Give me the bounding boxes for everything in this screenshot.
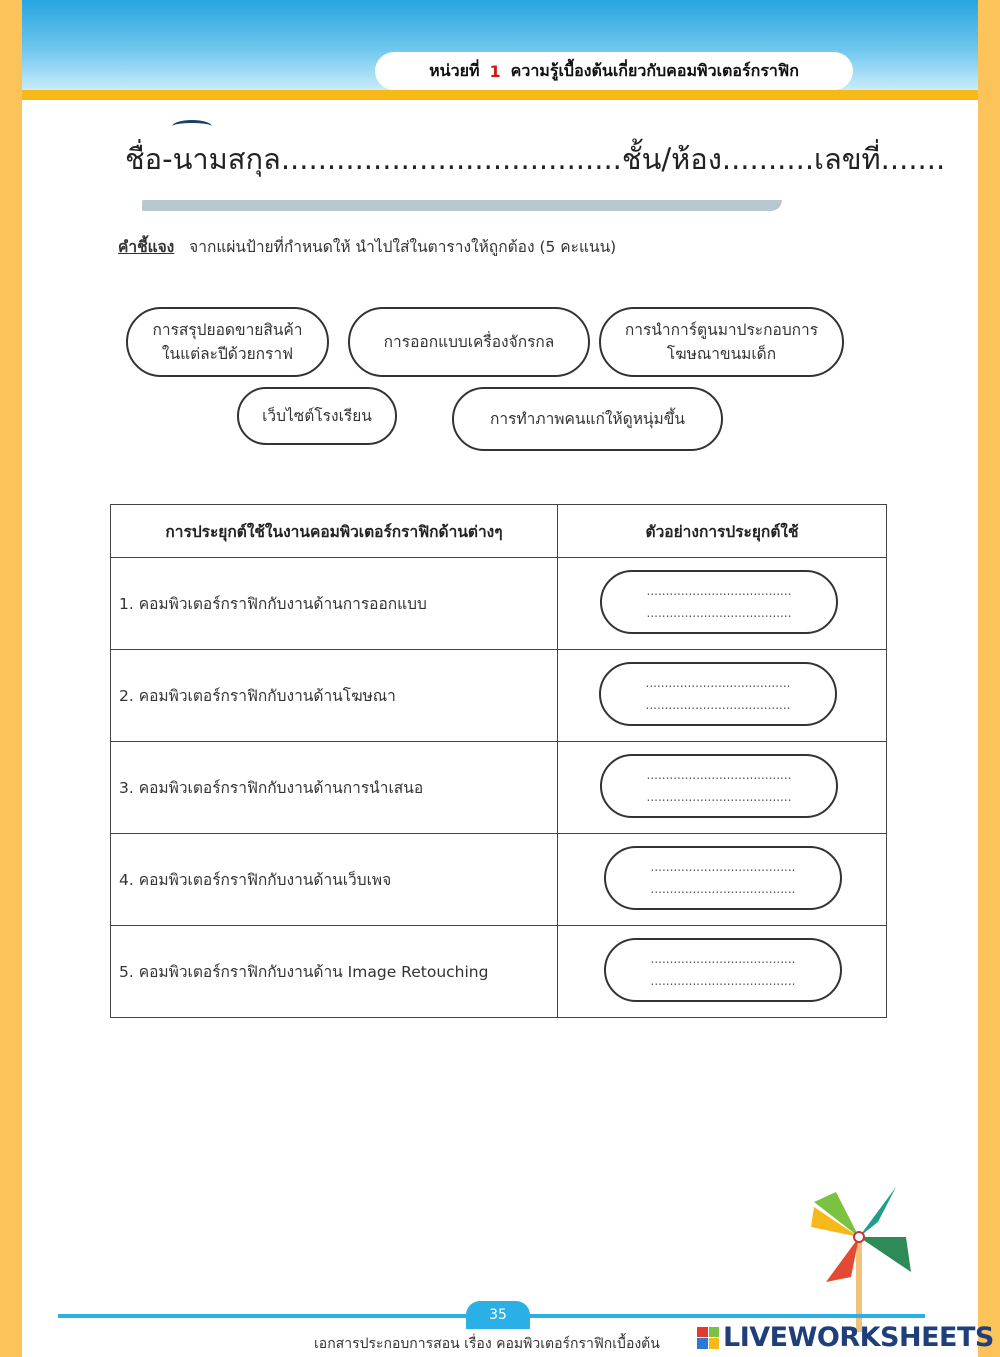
table-row [111, 742, 887, 834]
liveworksheets-wordmark: LIVEWORKSHEETS [723, 1322, 994, 1353]
unit-number: 1 [489, 61, 501, 81]
row-label: 2. คอมพิวเตอร์กราฟิกกับงานด้านโฆษณา [111, 650, 558, 742]
pinwheel-icon [806, 1182, 916, 1332]
answer-drop-zone-1[interactable]: ...................................... ...................................... [600, 570, 838, 634]
unit-label: หน่วยที่ [429, 60, 480, 80]
header-stripe [22, 90, 978, 100]
liveworksheets-logo [697, 1322, 994, 1353]
chip-cartoon-ad[interactable]: การนำการ์ตูนมาประกอบการ โฆษณาขนมเด็ก [599, 307, 844, 377]
answer-drop-zone-2[interactable]: ...................................... ...................................... [599, 662, 837, 726]
table-row [111, 834, 887, 926]
chip-school-website[interactable]: เว็บไซต์โรงเรียน [237, 387, 397, 445]
unit-header [375, 52, 853, 90]
answer-drop-zone-5[interactable]: ...................................... ...................................... [604, 938, 842, 1002]
table-row [111, 558, 887, 650]
column-header-example: ตัวอย่างการประยุกต์ใช้ [558, 505, 887, 558]
instruction [118, 234, 616, 259]
chip-machine-design[interactable]: การออกแบบเครื่องจักรกล [348, 307, 590, 377]
table-header-row [111, 505, 887, 558]
row-label: 1. คอมพิวเตอร์กราฟิกกับงานด้านการออกแบบ [111, 558, 558, 650]
instruction-text: จากแผ่นป้ายที่กำหนดให้ นำไปใส่ในตารางให้ถูกต้อง (5 คะแนน) [189, 238, 617, 256]
liveworksheets-icon [697, 1327, 719, 1349]
row-label: 5. คอมพิวเตอร์กราฟิกกับงานด้าน Image Retouching [111, 926, 558, 1018]
unit-title: ความรู้เบื้องต้นเกี่ยวกับคอมพิวเตอร์กราฟิก [510, 60, 799, 80]
page-number: 35 [466, 1301, 530, 1329]
application-table [110, 504, 887, 1018]
right-border [978, 0, 1000, 1357]
answer-drop-zone-3[interactable]: ...................................... ...................................... [600, 754, 838, 818]
row-label: 3. คอมพิวเตอร์กราฟิกกับงานด้านการนำเสนอ [111, 742, 558, 834]
decorative-arc [172, 120, 212, 133]
left-border [0, 0, 22, 1357]
footer-text: เอกสารประกอบการสอน เรื่อง คอมพิวเตอร์กราฟิกเบื้องต้น [314, 1336, 660, 1352]
row-label: 4. คอมพิวเตอร์กราฟิกกับงานด้านเว็บเพจ [111, 834, 558, 926]
table-row [111, 650, 887, 742]
title-underbar [142, 200, 782, 211]
chip-retouch-photo[interactable]: การทำภาพคนแก่ให้ดูหนุ่มขึ้น [452, 387, 723, 451]
column-header-application: การประยุกต์ใช้ในงานคอมพิวเตอร์กราฟิกด้านต่างๆ [111, 505, 558, 558]
student-info-line: ชื่อ-นามสกุล.....................................ชั้น/ห้อง..........เลขที่....... [125, 142, 946, 176]
table-row [111, 926, 887, 1018]
answer-drop-zone-4[interactable]: ...................................... ...................................... [604, 846, 842, 910]
instruction-label: คำชี้แจง [118, 238, 175, 256]
chip-sales-graph[interactable]: การสรุปยอดขายสินค้า ในแต่ละปีด้วยกราฟ [126, 307, 329, 377]
